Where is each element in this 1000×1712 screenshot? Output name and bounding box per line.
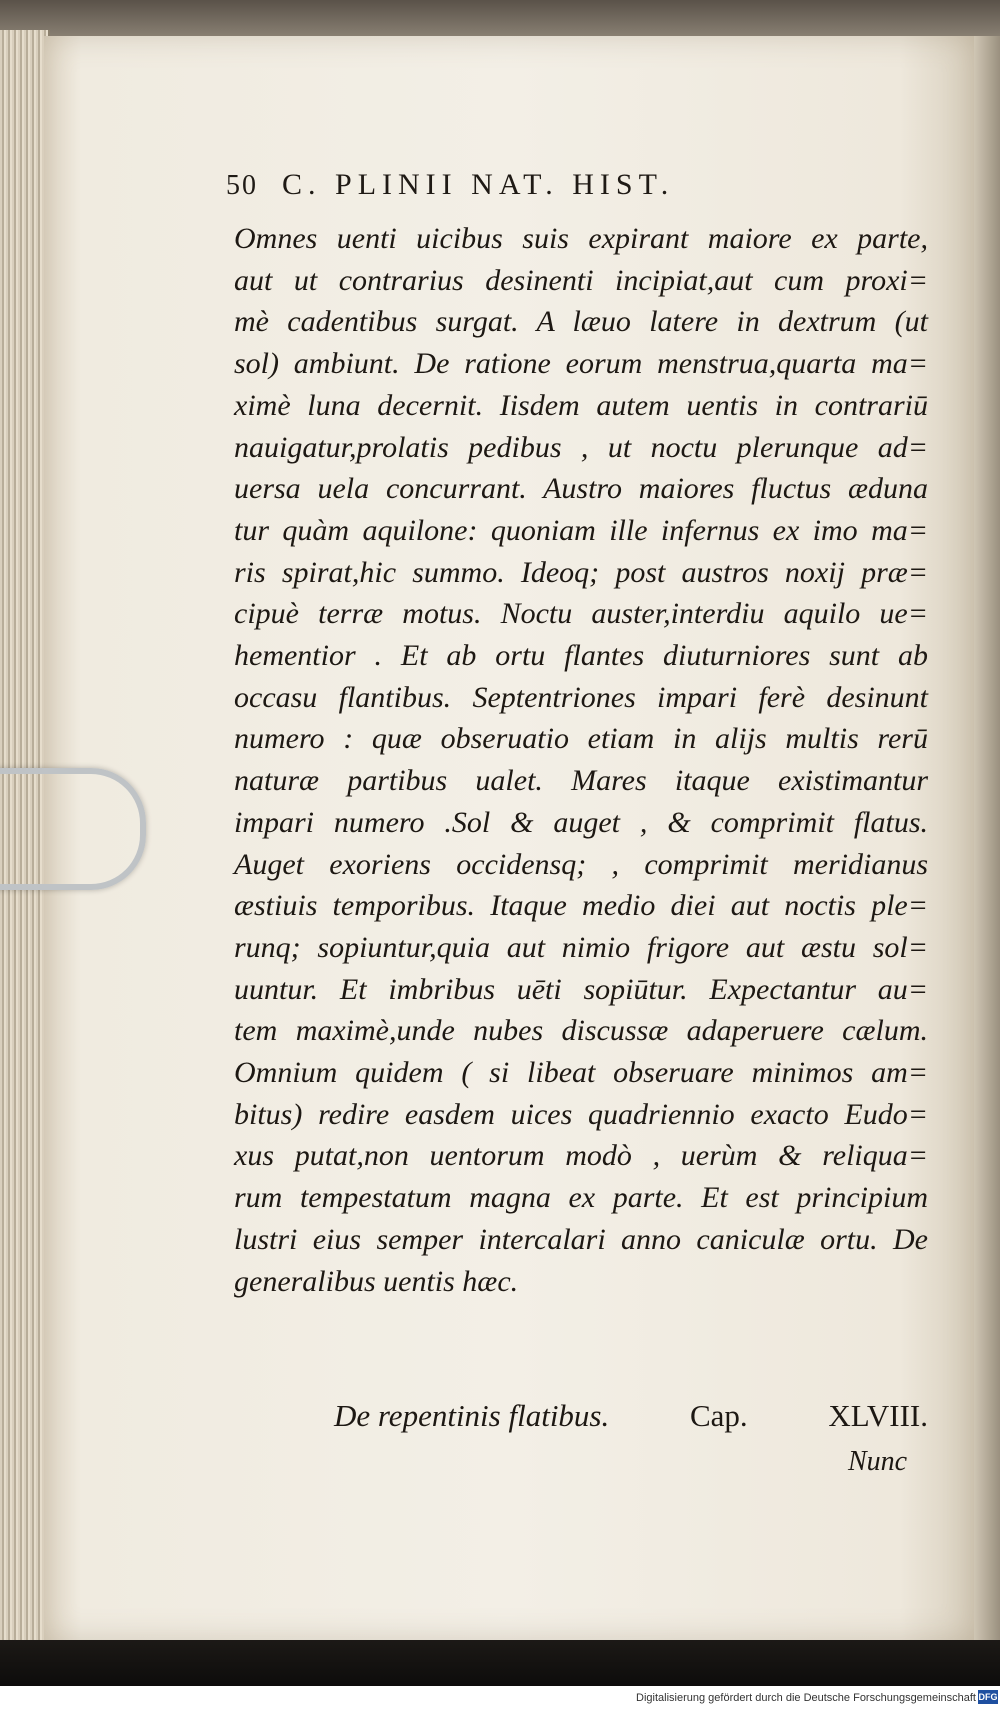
text-line: tem maximè,unde nubes discussæ adaperuere cælum. bbox=[234, 1014, 928, 1048]
text-line: rum tempestatum magna ex parte. Et est principium bbox=[234, 1181, 928, 1215]
text-line: ximè luna decernit. Iisdem autem uentis in contrariū bbox=[234, 388, 928, 422]
page-number: 50 bbox=[226, 170, 258, 201]
text-line: uuntur. Et imbribus uēti sopiūtur. Expectantur au= bbox=[234, 972, 928, 1006]
footer-credit: Digitalisierung gefördert durch die Deutsche Forschungsgemeinschaft bbox=[636, 1692, 976, 1704]
text-line: xus putat,non uentorum modò , uerùm & reliqua= bbox=[234, 1139, 928, 1173]
text-line: runq; sopiuntur,quia aut nimio frigore aut æstu sol= bbox=[234, 930, 928, 964]
text-line: naturæ partibus ualet. Mares itaque existimantur bbox=[234, 764, 928, 798]
scan-bottom-edge bbox=[0, 1640, 1000, 1686]
text-line: Auget exoriens occidensq; , comprimit meridianus bbox=[234, 847, 928, 881]
body-text bbox=[234, 218, 928, 1302]
text-line: cipuè terræ motus. Noctu auster,interdiu aquilo ue= bbox=[234, 597, 928, 631]
text-line: ris spirat,hic summo. Ideoq; post austros noxij præ= bbox=[234, 555, 928, 589]
text-line: numero : quæ obseruatio etiam in alijs multis rerū bbox=[234, 722, 928, 756]
text-line: uersa uela concurrant. Austro maiores fluctus æduna bbox=[234, 472, 928, 506]
running-header bbox=[226, 168, 906, 202]
text-line: bitus) redire easdem uices quadriennio exacto Eudo= bbox=[234, 1097, 928, 1131]
text-line: aut ut contrarius desinenti incipiat,aut cum proxi= bbox=[234, 263, 928, 297]
page-clip bbox=[0, 768, 146, 890]
text-line: sol) ambiunt. De ratione eorum menstrua,quarta ma= bbox=[234, 347, 928, 381]
text-line: nauigatur,prolatis pedibus , ut noctu plerunque ad= bbox=[234, 430, 928, 464]
text-line: lustri eius semper intercalari anno caniculæ ortu. De bbox=[234, 1222, 928, 1256]
chapter-title: De repentinis flatibus. bbox=[334, 1398, 610, 1433]
text-line: tur quàm aquilone: quoniam ille infernus ex imo ma= bbox=[234, 513, 928, 547]
book-top-edge bbox=[0, 0, 1000, 38]
chapter-heading bbox=[334, 1398, 928, 1434]
text-line: occasu flantibus. Septentriones impari ferè desinunt bbox=[234, 680, 928, 714]
running-title: C. PLINII NAT. HIST. bbox=[282, 168, 675, 201]
text-line: impari numero .Sol & auget , & comprimit flatus. bbox=[234, 805, 928, 839]
text-line: æstiuis temporibus. Itaque medio diei aut noctis ple= bbox=[234, 889, 928, 923]
chapter-number: XLVIII. bbox=[828, 1398, 928, 1433]
text-line: generalibus uentis hæc. bbox=[234, 1264, 519, 1298]
text-line: hementior . Et ab ortu flantes diuturniores sunt ab bbox=[234, 639, 928, 673]
catchword: Nunc bbox=[848, 1446, 908, 1477]
chapter-cap: Cap. bbox=[689, 1398, 748, 1433]
text-line: mè cadentibus surgat. A læuo latere in dextrum (ut bbox=[234, 305, 928, 339]
book-right-edge bbox=[974, 36, 1000, 1640]
text-line: Omnes uenti uicibus suis expirant maiore ex parte, bbox=[234, 222, 928, 255]
text-line: Omnium quidem ( si libeat obseruare minimos am= bbox=[234, 1056, 928, 1090]
dfg-logo: DFG bbox=[978, 1692, 998, 1702]
